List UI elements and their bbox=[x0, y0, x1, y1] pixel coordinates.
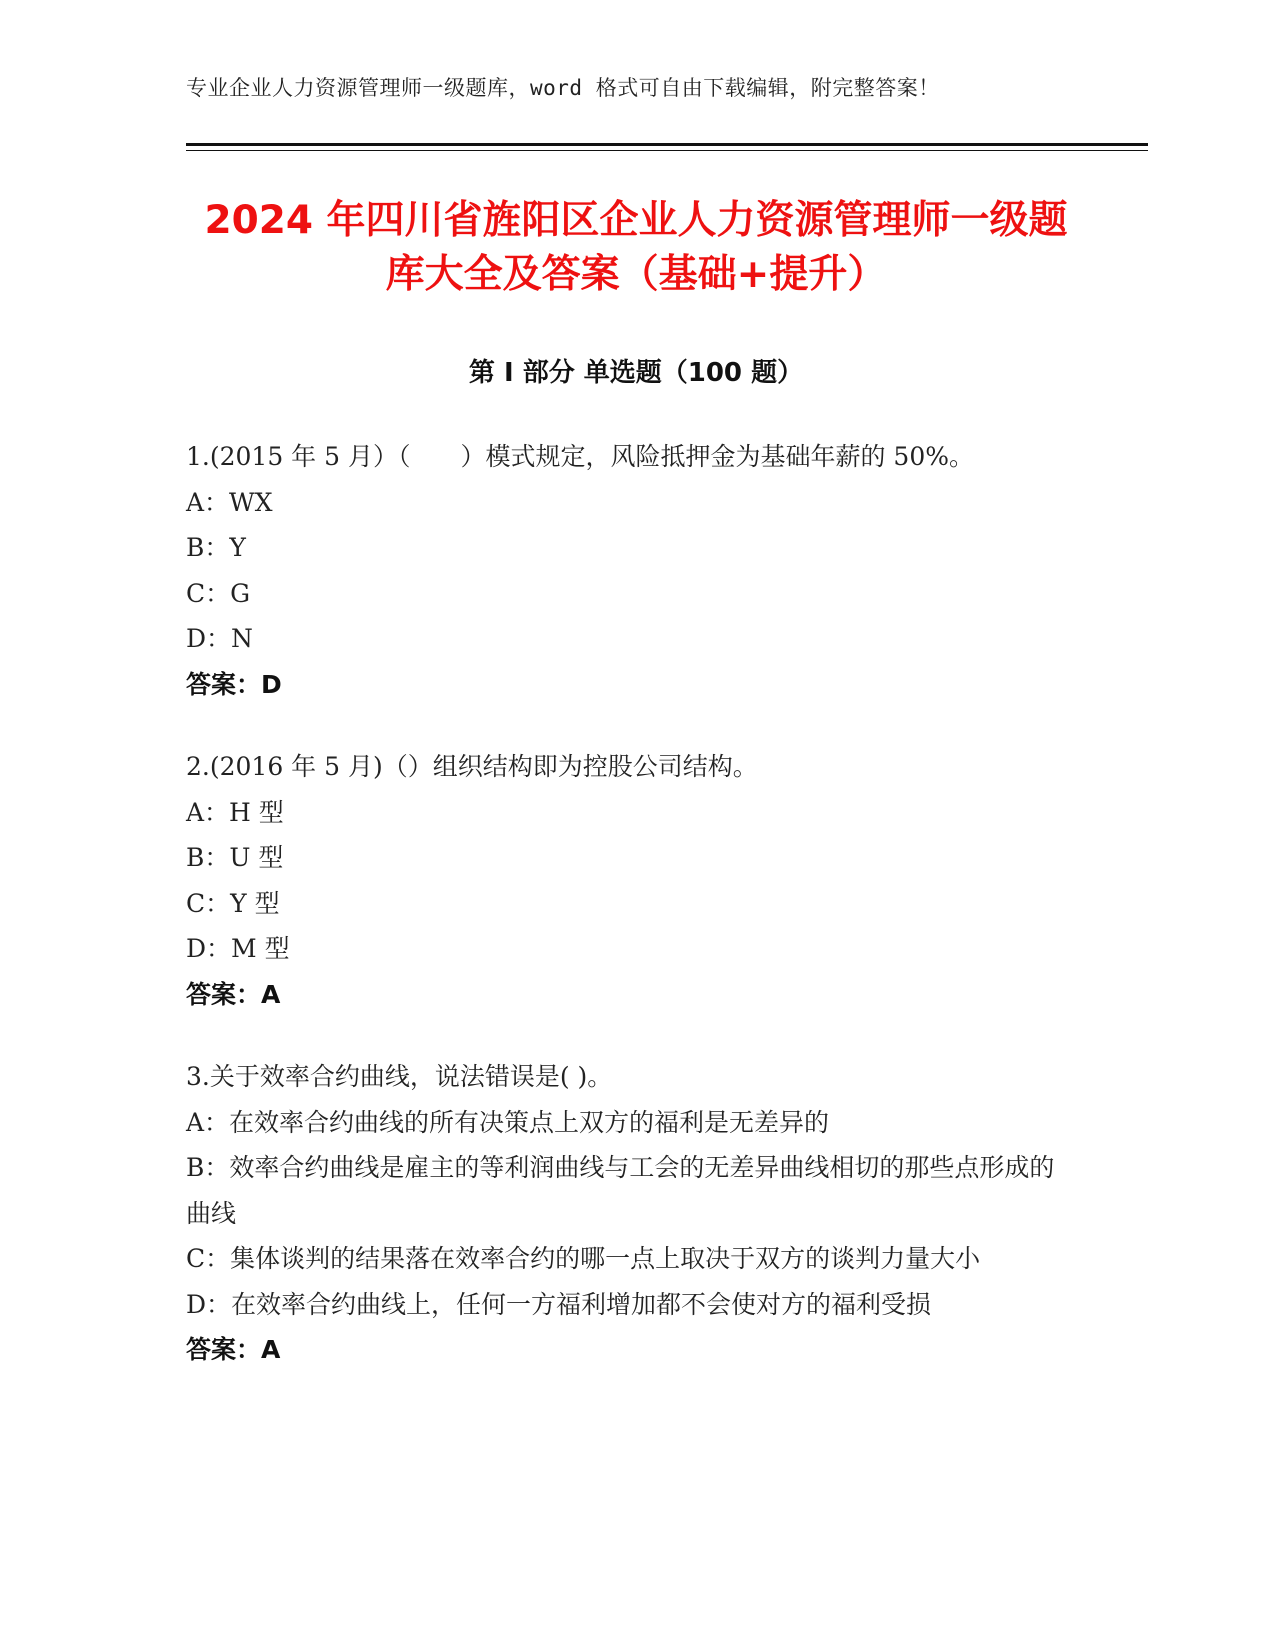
question-option-c: C：Y 型 bbox=[186, 888, 280, 918]
header-note: 专业企业人力资源管理师一级题库，word 格式可自由下载编辑，附完整答案！ bbox=[186, 76, 940, 100]
question-option-d: D：在效率合约曲线上，任何一方福利增加都不会使对方的福利受损 bbox=[186, 1289, 932, 1319]
question-option-c: C：集体谈判的结果落在效率合约的哪一点上取决于双方的谈判力量大小 bbox=[186, 1244, 981, 1273]
question-stem: 2.(2016 年 5 月)（）组织结构即为控股公司结构。 bbox=[186, 752, 758, 781]
question-option-b: B：U 型 bbox=[186, 843, 284, 872]
question-option-a: A：H 型 bbox=[186, 797, 284, 827]
header-divider-thick bbox=[186, 143, 1148, 146]
question-list bbox=[186, 434, 1076, 1410]
question-option-d: D：M 型 bbox=[186, 934, 290, 963]
question-3 bbox=[186, 1054, 1076, 1373]
question-option-a: A：在效率合约曲线的所有决策点上双方的福利是无差异的 bbox=[186, 1107, 830, 1137]
header-divider-thin bbox=[186, 150, 1148, 151]
question-1 bbox=[186, 434, 1076, 707]
question-answer: 答案：A bbox=[186, 979, 281, 1009]
question-option-a: A：WX bbox=[186, 487, 273, 517]
question-option-d: D：N bbox=[186, 624, 253, 653]
document-title: 2024 年四川省旌阳区企业人力资源管理师一级题库大全及答案（基础+提升） bbox=[204, 198, 1068, 297]
question-option-c: C：G bbox=[186, 578, 251, 608]
section-title: 第 I 部分 单选题（100 题） bbox=[468, 358, 804, 388]
question-answer: 答案：A bbox=[186, 1335, 281, 1364]
question-answer: 答案：D bbox=[186, 669, 282, 699]
question-stem: 1.(2015 年 5 月）（ ）模式规定，风险抵押金为基础年薪的 50%。 bbox=[186, 442, 974, 471]
question-2 bbox=[186, 744, 1076, 1017]
question-stem: 3.关于效率合约曲线，说法错误是( )。 bbox=[186, 1062, 613, 1091]
question-option-b: B：效率合约曲线是雇主的等利润曲线与工会的无差异曲线相切的那些点形成的曲线 bbox=[186, 1153, 1055, 1228]
question-option-b: B：Y bbox=[186, 533, 246, 562]
